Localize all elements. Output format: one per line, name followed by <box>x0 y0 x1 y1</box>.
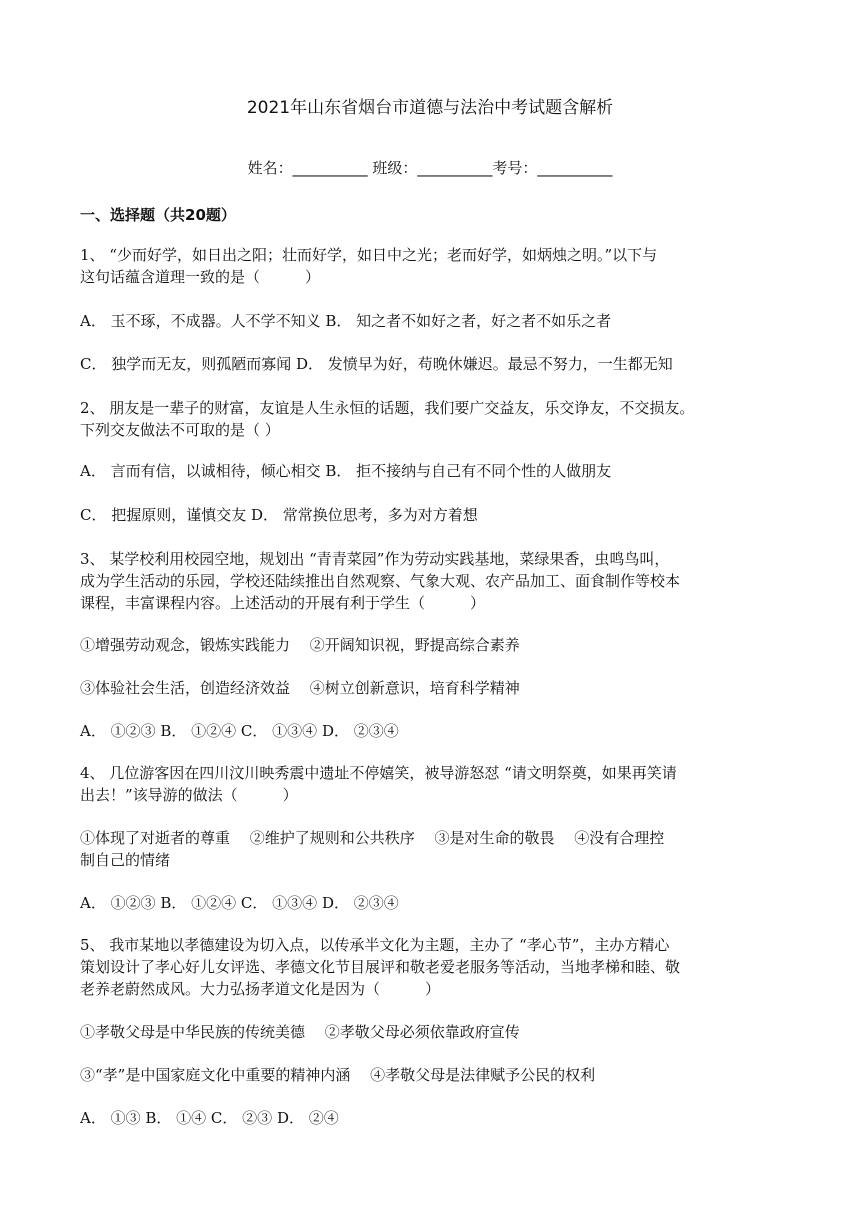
q4-option-line: A． ①②③ B． ①②④ C． ①③④ D． ②③④ <box>80 894 399 912</box>
q3-option-line: A． ①②③ B． ①②④ C． ①③④ D． ②③④ <box>80 722 399 740</box>
q1-option-line: A． 玉不琢，不成器。人不学不知义 B． 知之者不如好之者，好之者不如乐之者 <box>80 312 612 330</box>
q2-stem-line: 2、 朋友是一辈子的财富，友谊是人生永恒的话题，我们要广交益友，乐交诤友，不交损友。 <box>80 399 695 417</box>
student-info-line: 姓名：__________ 班级：__________考号：__________ <box>247 159 613 177</box>
q2-option-line: C． 把握原则，谨慎交友 D． 常常换位思考，多为对方着想 <box>80 506 478 524</box>
q2-stem-line: 下列交友做法不可取的是（ ） <box>80 421 280 439</box>
section-header: 一、选择题（共20题） <box>80 206 236 224</box>
q5-statement-line: ③“孝”是中国家庭文化中重要的精神内涵 ④孝敬父母是法律赋予公民的权利 <box>80 1066 596 1084</box>
q1-stem-line: 这句话蕴含道理一致的是（ ） <box>80 268 321 286</box>
q3-statement-line: ③体验社会生活，创造经济效益 ④树立创新意识，培育科学精神 <box>80 679 520 697</box>
q4-statement-line: ①体现了对逝者的尊重 ②维护了规则和公共秩序 ③是对生命的敬畏 ④没有合理控 <box>80 829 665 847</box>
q5-stem-line: 5、 我市某地以孝德建设为切入点，以传承半文化为主题，主办了 “孝心节”，主办方精心 <box>80 936 670 954</box>
q3-statement-line: ①增强劳动观念，锻炼实践能力 ②开阔知识视，野提高综合素养 <box>80 636 520 654</box>
q1-option-line: C． 独学而无友，则孤陋而寡闻 D． 发愤早为好，苟晚休嫌迟。最忌不努力，一生都无知 <box>80 355 673 373</box>
q3-stem-line: 课程，丰富课程内容。上述活动的开展有利于学生（ ） <box>80 594 486 612</box>
q5-option-line: A． ①③ B． ①④ C． ②③ D． ②④ <box>80 1109 339 1127</box>
document-title: 2021年山东省烟台市道德与法治中考试题含解析 <box>246 98 614 118</box>
q3-stem-line: 3、 某学校利用校园空地，规划出 “青青菜园”作为劳动实践基地，菜绿果香，虫鸣鸟叫， <box>80 550 670 568</box>
q5-stem-line: 策划设计了孝心好儿女评选、孝德文化节目展评和敬老爱老服务等活动，当地孝梯和睦、敬 <box>80 958 681 976</box>
q5-statement-line: ①孝敬父母是中华民族的传统美德 ②孝敬父母必须依靠政府宣传 <box>80 1023 520 1041</box>
q5-stem-line: 老养老蔚然成风。大力弘扬孝道文化是因为（ ） <box>80 980 441 998</box>
q4-stem-line: 4、 几位游客因在四川汶川映秀震中遗址不停嬉笑，被导游怒怼 “请文明祭奠，如果再笑请 <box>80 764 677 782</box>
q3-stem-line: 成为学生活动的乐园，学校还陆续推出自然观察、气象大观、农产品加工、面食制作等校本 <box>80 572 681 590</box>
q4-statement-line: 制自己的情绪 <box>80 851 171 869</box>
q2-option-line: A． 言而有信，以诚相待，倾心相交 B． 拒不接纳与自己有不同个性的人做朋友 <box>80 462 612 480</box>
q4-stem-line: 出去！”该导游的做法（ ） <box>80 786 298 804</box>
q1-stem-line: 1、 “少而好学，如日出之阳；壮而好学，如日中之光；老而好学，如炳烛之明。”以下与 <box>80 246 658 264</box>
